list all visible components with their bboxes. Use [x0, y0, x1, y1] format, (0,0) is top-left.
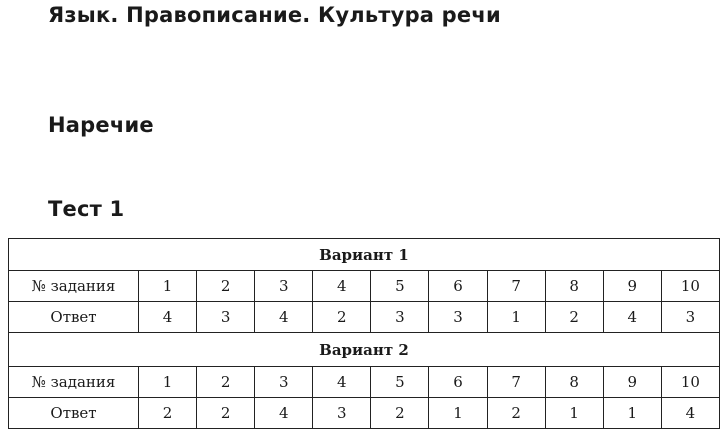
answer-cell: 4: [255, 398, 313, 429]
variant-title: Вариант 1: [9, 239, 720, 271]
answer-cell: 1: [603, 398, 661, 429]
task-number-cell: 6: [429, 367, 487, 398]
answer-key-table: [8, 238, 720, 429]
task-number-cell: 10: [661, 367, 719, 398]
task-number-cell: 8: [545, 367, 603, 398]
task-number-cell: 4: [313, 367, 371, 398]
task-number-row: [9, 271, 720, 302]
task-number-cell: 2: [197, 367, 255, 398]
answer-cell: 2: [487, 398, 545, 429]
answer-cell: 4: [603, 302, 661, 333]
answer-label: Ответ: [9, 398, 139, 429]
answer-cell: 3: [197, 302, 255, 333]
task-number-cell: 9: [603, 271, 661, 302]
answer-cell: 1: [545, 398, 603, 429]
answer-row: [9, 302, 720, 333]
variant-header-row: [9, 333, 720, 367]
task-number-cell: 5: [371, 367, 429, 398]
answer-cell: 2: [545, 302, 603, 333]
task-number-label: № задания: [9, 271, 139, 302]
answer-cell: 1: [487, 302, 545, 333]
answer-cell: 2: [139, 398, 197, 429]
variant-header-row: [9, 239, 720, 271]
answer-cell: 3: [371, 302, 429, 333]
task-number-cell: 1: [139, 271, 197, 302]
answer-cell: 4: [139, 302, 197, 333]
task-number-cell: 1: [139, 367, 197, 398]
task-number-cell: 10: [661, 271, 719, 302]
task-number-cell: 5: [371, 271, 429, 302]
answer-row: [9, 398, 720, 429]
answer-cell: 4: [661, 398, 719, 429]
task-number-cell: 8: [545, 271, 603, 302]
task-number-label: № задания: [9, 367, 139, 398]
task-number-cell: 4: [313, 271, 371, 302]
task-number-cell: 7: [487, 271, 545, 302]
task-number-cell: 3: [255, 367, 313, 398]
answer-key-table-body: [9, 239, 720, 429]
test-heading: Тест 1: [48, 197, 125, 221]
answer-cell: 3: [429, 302, 487, 333]
answer-cell: 1: [429, 398, 487, 429]
answer-cell: 3: [661, 302, 719, 333]
answer-cell: 2: [313, 302, 371, 333]
variant-title: Вариант 2: [9, 333, 720, 367]
answer-cell: 4: [255, 302, 313, 333]
task-number-row: [9, 367, 720, 398]
section-heading: Наречие: [48, 113, 154, 137]
task-number-cell: 3: [255, 271, 313, 302]
page-title: Язык. Правописание. Культура речи: [48, 3, 501, 27]
answer-cell: 3: [313, 398, 371, 429]
task-number-cell: 7: [487, 367, 545, 398]
answer-cell: 2: [371, 398, 429, 429]
task-number-cell: 9: [603, 367, 661, 398]
answer-cell: 2: [197, 398, 255, 429]
task-number-cell: 6: [429, 271, 487, 302]
task-number-cell: 2: [197, 271, 255, 302]
answer-label: Ответ: [9, 302, 139, 333]
